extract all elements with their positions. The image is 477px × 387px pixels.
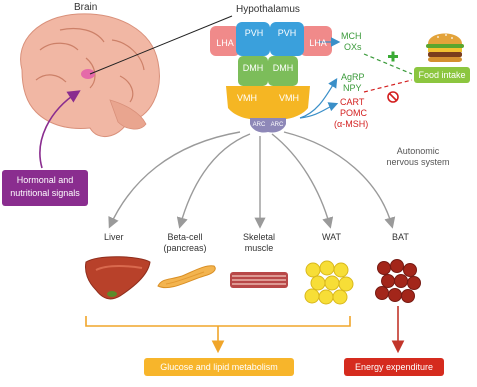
hypothalamus-title: Hypothalamus: [236, 4, 300, 15]
food-intake-box: Food intake: [414, 67, 470, 83]
wat-illustration: [305, 261, 353, 304]
arrow-to-wat: [272, 134, 330, 226]
skeletal-muscle-label: Skeletal muscle: [242, 232, 276, 253]
arrow-to-beta-cell: [180, 134, 250, 226]
liver-label: Liver: [104, 232, 124, 242]
pomc-label: POMC: [340, 108, 367, 118]
burger-icon: [426, 34, 464, 63]
arc-right-label: ARC: [270, 122, 284, 128]
energy-box: Energy expenditure: [344, 358, 444, 376]
arrow-to-bat: [284, 132, 392, 226]
beta-cell-label: Beta-cell (pancreas): [163, 232, 207, 253]
liver-illustration: [85, 257, 150, 299]
hypothalamus-location-mark: [81, 69, 95, 79]
amsh-label: (α-MSH): [334, 119, 369, 129]
vmh-right-label: VMH: [279, 93, 299, 103]
mch-label: MCH: [341, 31, 362, 41]
lha-left-label: LHA: [216, 38, 234, 48]
lha-right-label: LHA: [309, 38, 327, 48]
brain-title: Brain: [74, 2, 98, 13]
autonomic-label: Autonomic nervous system: [386, 146, 450, 167]
plus-icon: [388, 52, 398, 62]
hormonal-signals-box: Hormonal and nutritional signals: [2, 170, 88, 206]
pvh-left-label: PVH: [244, 28, 264, 38]
agrp-label: AgRP: [341, 72, 365, 82]
arrow-to-liver: [110, 132, 240, 226]
vmh-left-label: VMH: [237, 93, 257, 103]
npy-label: NPY: [343, 83, 362, 93]
cart-label: CART: [340, 97, 365, 107]
arc-left-label: ARC: [252, 122, 266, 128]
wat-label: WAT: [322, 232, 341, 242]
glucose-bracket: [86, 316, 350, 326]
dmh-left-label: DMH: [242, 63, 264, 73]
bat-illustration: [376, 260, 421, 303]
oxs-label: OXs: [344, 42, 362, 52]
anorexigenic-dashed-arrow: [364, 80, 412, 92]
pancreas-illustration: [158, 266, 215, 288]
pvh-right-label: PVH: [277, 28, 297, 38]
brain-illustration: [21, 14, 160, 137]
dmh-right-label: DMH: [272, 63, 294, 73]
prohibited-icon: [388, 92, 398, 102]
bat-label: BAT: [392, 232, 409, 242]
glucose-box: Glucose and lipid metabolism: [144, 358, 294, 376]
skeletal-muscle-illustration: [230, 272, 288, 288]
